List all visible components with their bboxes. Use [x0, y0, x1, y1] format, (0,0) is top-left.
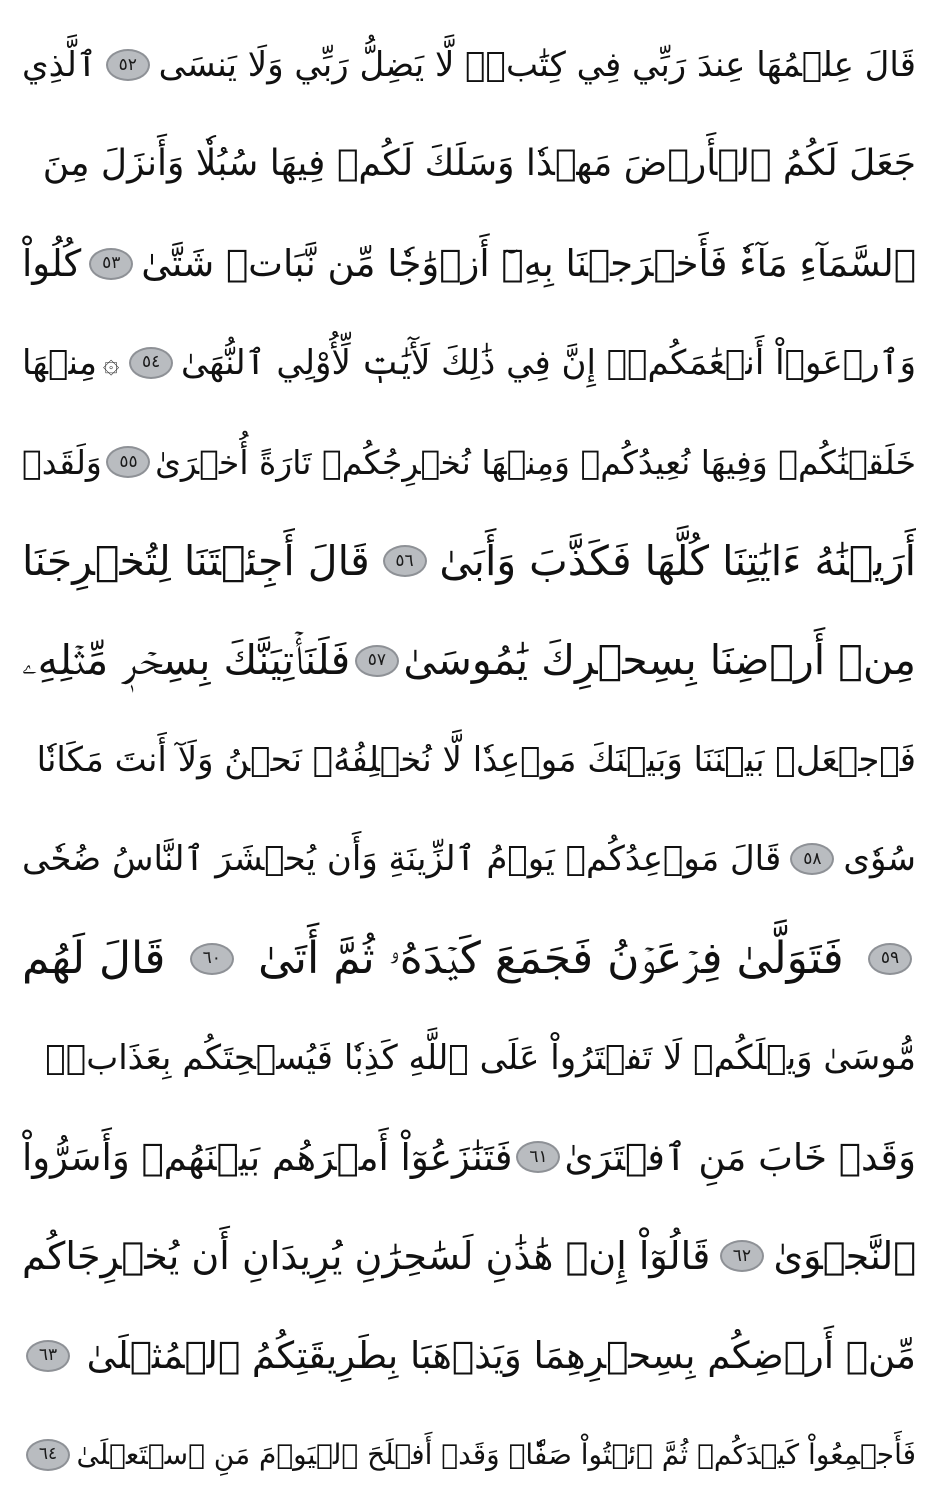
verse-line-11: [22, 1011, 916, 1105]
verse-text: جَعَلَ لَكُمُ ٱلۡأَرۡضَ مَهۡدٗا وَسَلَكَ لَكُمۡ فِيهَا سُبُلٗا وَأَنزَلَ مِنَ: [42, 143, 916, 185]
verse-line-4: [22, 316, 916, 410]
verse-text: قَالُوٓاْ إِنۡ هَٰذَٰنِ لَسَٰحِرَٰنِ يُرِيدَانِ أَن يُخۡرِجَاكُم: [22, 1234, 711, 1279]
verse-line-8: [22, 713, 916, 807]
verse-lines: [22, 18, 916, 1502]
verse-text: وَلَقَدۡ: [22, 442, 102, 482]
verse-line-10: [22, 912, 916, 1006]
verse-text: فَتَنَٰزَعُوٓاْ أَمۡرَهُم بَيۡنَهُمۡ وَأَسَرُّواْ: [22, 1135, 513, 1179]
verse-text: فَتَوَلَّىٰ فِرۡعَوۡنُ فَجَمَعَ كَيۡدَهُۥ ثُمَّ أَتَىٰ: [258, 932, 844, 984]
verse-text: ٱلنَّجۡوَىٰ: [773, 1234, 916, 1279]
hizb-marker-icon: ۞: [102, 345, 120, 379]
ayah-number-marker: ٦٠: [190, 943, 234, 975]
ayah-number-marker: ٥٨: [790, 843, 834, 875]
ayah-number-marker: ٥٩: [868, 943, 912, 975]
verse-text: فَلَنَأۡتِيَنَّكَ بِسِحۡرٖ مِّثۡلِهِۦ: [22, 636, 351, 685]
verse-line-15: [22, 1408, 916, 1502]
ayah-number-marker: ٥٢: [106, 49, 150, 81]
verse-text: خَلَقۡنَٰكُمۡ وَفِيهَا نُعِيدُكُمۡ وَمِنۡهَا نُخۡرِجُكُمۡ تَارَةً أُخۡرَىٰ: [155, 442, 916, 482]
verse-line-3: [22, 217, 916, 311]
verse-text: قَالَ لَهُم: [22, 932, 166, 984]
ayah-number-marker: ٥٦: [383, 545, 427, 577]
verse-text: وَقَدۡ خَابَ مَنِ ٱفۡتَرَىٰ: [564, 1135, 916, 1179]
ayah-number-marker: ٥٧: [355, 645, 399, 677]
verse-text: مِنۡ أَرۡضِنَا بِسِحۡرِكَ يَٰمُوسَىٰ: [403, 636, 916, 685]
ayah-number-marker: ٦٤: [26, 1439, 70, 1471]
verse-text: كُلُواْ: [22, 242, 82, 286]
verse-text: ٱلَّذِي: [22, 45, 97, 85]
verse-text: مِّنۡ أَرۡضِكُم بِسِحۡرِهِمَا وَيَذۡهَبَا بِطَرِيقَتِكُمُ ٱلۡمُثۡلَىٰ: [86, 1334, 916, 1378]
verse-text: قَالَ عِلۡمُهَا عِندَ رَبِّي فِي كِتَٰبٖۖ لَّا يَضِلُّ رَبِّي وَلَا يَنسَى: [158, 45, 916, 85]
verse-line-13: [22, 1209, 916, 1303]
verse-line-12: [22, 1110, 916, 1204]
ayah-number-marker: ٦١: [516, 1141, 560, 1173]
verse-line-6: [22, 514, 916, 608]
ayah-number-marker: ٥٣: [89, 248, 133, 280]
verse-line-14: [22, 1309, 916, 1403]
verse-text: ٱلسَّمَآءِ مَآءٗ فَأَخۡرَجۡنَا بِهِۦٓ أَزۡوَٰجٗا مِّن نَّبَاتٖ شَتَّىٰ: [141, 242, 916, 286]
verse-text: أَرَيۡنَٰهُ ءَايَٰتِنَا كُلَّهَا فَكَذَّبَ وَأَبَىٰ: [439, 536, 916, 585]
ayah-number-marker: ٥٤: [129, 347, 173, 379]
verse-line-9: [22, 812, 916, 906]
verse-line-1: [22, 18, 916, 112]
ayah-number-marker: ٥٥: [106, 446, 150, 478]
verse-line-7: [22, 614, 916, 708]
verse-text: فَأَجۡمِعُواْ كَيۡدَكُمۡ ثُمَّ ٱئۡتُواْ صَفّٗاۚ وَقَدۡ أَفۡلَحَ ٱلۡيَوۡمَ مَنِ ٱسۡتَعۡلَىٰ: [76, 1437, 916, 1471]
ayah-number-marker: ٦٢: [720, 1240, 764, 1272]
verse-line-5: [22, 415, 916, 509]
verse-text: قَالَ أَجِئۡتَنَا لِتُخۡرِجَنَا: [22, 536, 370, 585]
verse-text: مُّوسَىٰ وَيۡلَكُمۡ لَا تَفۡتَرُواْ عَلَى ٱللَّهِ كَذِبٗا فَيُسۡحِتَكُم بِعَذَابٖۖ: [45, 1037, 916, 1078]
verse-text: مِنۡهَا: [22, 342, 97, 383]
verse-line-2: [22, 117, 916, 211]
verse-text: فَٱجۡعَلۡ بَيۡنَنَا وَبَيۡنَكَ مَوۡعِدٗا لَّا نُخۡلِفُهُۥ نَحۡنُ وَلَآ أَنتَ مَكَانٗا: [36, 739, 916, 780]
verse-text: وَٱرۡعَوۡاْ أَنۡعَٰمَكُمۡۚ إِنَّ فِي ذَٰلِكَ لَأٓيَٰتٖ لِّأُوْلِي ٱلنُّهَىٰ: [180, 342, 916, 383]
verse-text: قَالَ مَوۡعِدُكُمۡ يَوۡمُ ٱلزِّينَةِ وَأَن يُحۡشَرَ ٱلنَّاسُ ضُحٗى: [22, 839, 782, 880]
ayah-number-marker: ٦٣: [26, 1340, 70, 1372]
verse-text: سُوٗى: [843, 839, 916, 880]
